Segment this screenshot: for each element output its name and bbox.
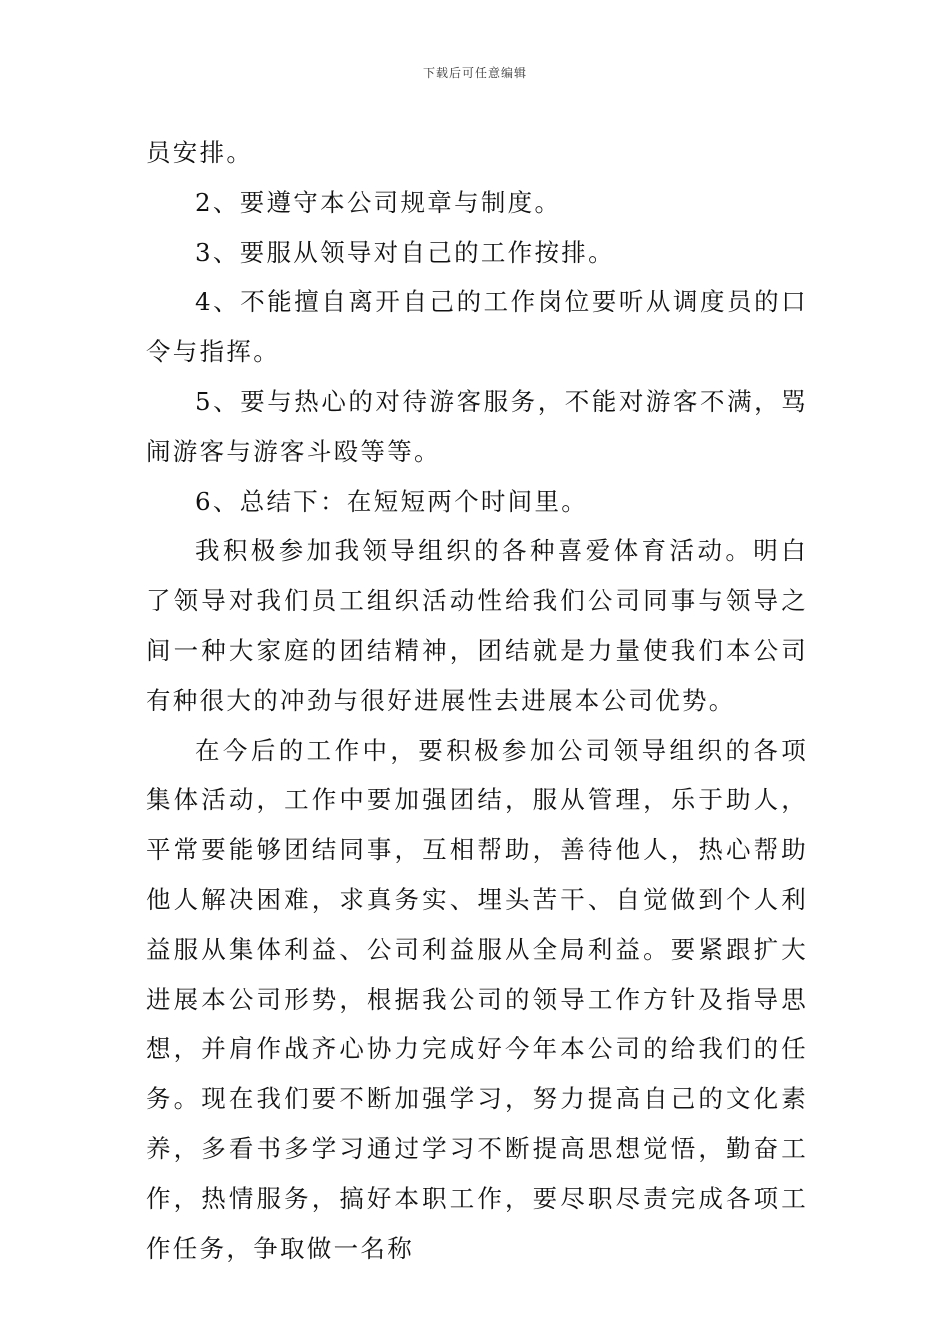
paragraph-5: 5、要与热心的对待游客服务，不能对游客不满，骂闹游客与游客斗殴等等。 [146,386,808,466]
paragraph-8: 在今后的工作中，要积极参加公司领导组织的各项集体活动，工作中要加强团结，服从管理，乐于助人，平常要能够团结同事，互相帮助，善待他人，热心帮助他人解决困难，求真务实、埋头苦干、自觉做到个人利益服从集体利益、公司利益服从全局利益。要紧跟扩大进展本公司形势，根据我公司的领导工作方针及指导思想，并肩作战齐心协力完成好今年本公司的给我们的任务。现在我们要不断加强学习，努力提高自己的文化素养，多看书多学习通过学习不断提高思想觉悟，勤奋工作，热情服务，搞好本职工作，要尽职尽责完成各项工作任务，争取做一名称 [146,735,808,1263]
paragraph-1: 员安排。 [146,138,254,167]
paragraph-4: 4、不能擅自离开自己的工作岗位要听从调度员的口令与指挥。 [146,287,808,367]
header-note: 下载后可任意编辑 [422,66,527,80]
paragraph-3: 3、要服从领导对自己的工作按排。 [195,237,615,267]
paragraph-2: 2、要遵守本公司规章与制度。 [195,187,562,217]
paragraph-7: 我积极参加我领导组织的各种喜爱体育活动。明白了领导对我们员工组织活动性给我们公司同事与领导之间一种大家庭的团结精神，团结就是力量使我们本公司有种很大的冲劲与很好进展性去进展本公司优势。 [146,536,808,715]
document-body [146,128,808,1273]
paragraph-6: 6、总结下：在短短两个时间里。 [195,486,589,516]
